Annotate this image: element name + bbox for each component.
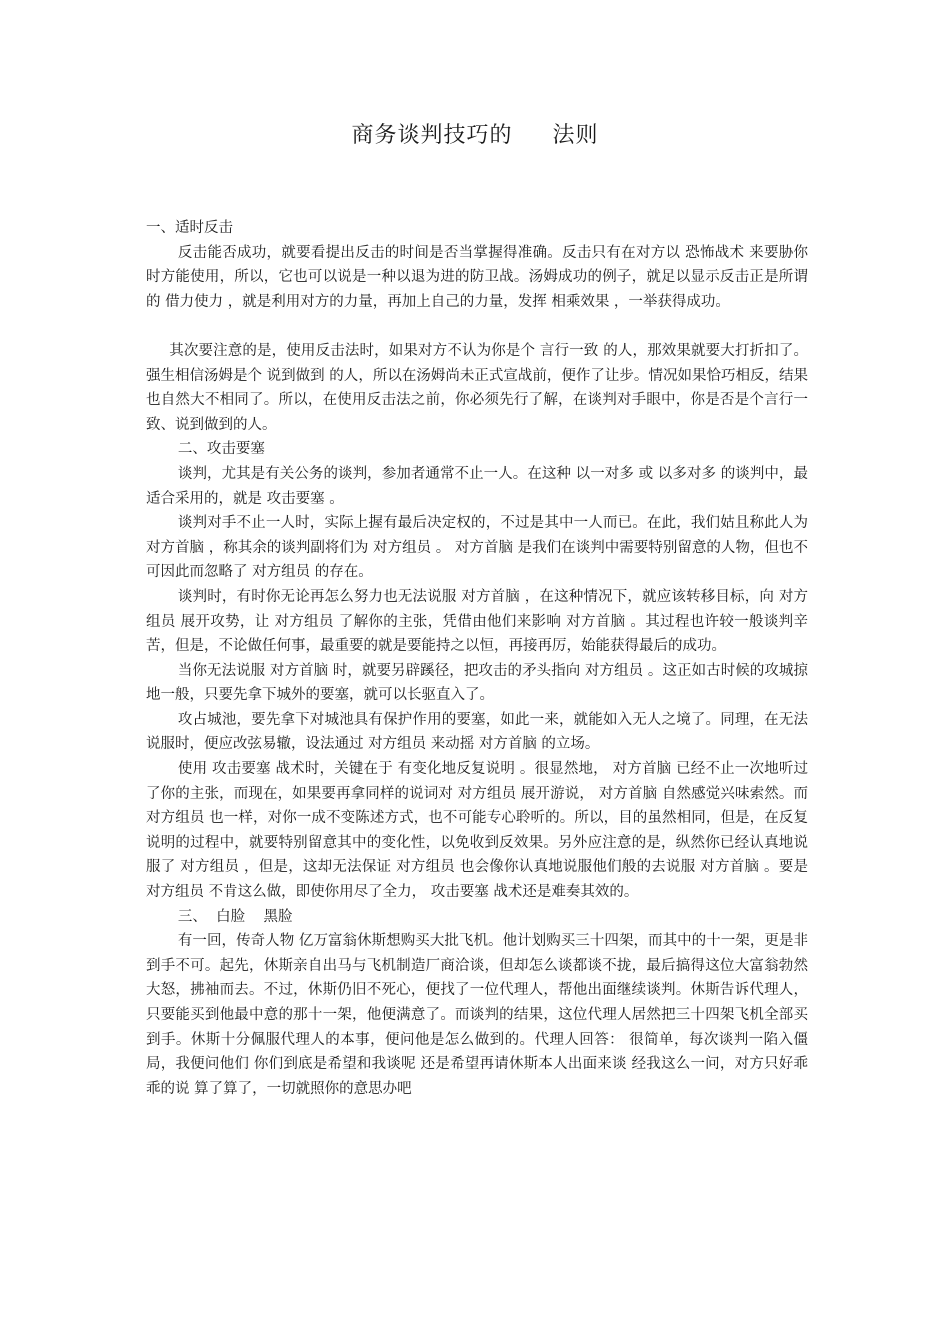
page-title [0, 118, 950, 149]
paragraph-5: 谈判时，有时你无论再怎么努力也无法说服 对方首脑 ，在这种情况下，就应该转移目标，向 对方组员 展开攻势，让 对方组员 了解你的主张，凭借由他们来影响 对方首脑 。其过程也许较一般谈判辛苦，但是，不论做任何事，最重要的就是要能持之以恒，再接再厉，始能获得最后的成功。 [146, 588, 808, 655]
paragraph-7: 攻占城池，要先拿下对城池具有保护作用的要塞，如此一来，就能如入无人之境了。同理，在无法说服时，便应改弦易辙，设法通过 对方组员 来动摇 对方首脑 的立场。 [146, 711, 808, 753]
paragraph-3: 谈判，尤其是有关公务的谈判，参加者通常不止一人。在这种 以一对多 或 以多对多 的谈判中，最适合采用的，就是 攻击要塞 。 [146, 465, 808, 507]
paragraph-2: 其次要注意的是，使用反击法时，如果对方不认为你是个 言行一致 的人，那效果就要大打折扣了。强生相信汤姆是个 说到做到 的人，所以在汤姆尚未正式宣战前，便作了让步。情况如果恰巧相反，结果也自然大不相同了。所以，在使用反击法之前，你必须先行了解，在谈判对手眼中，你是否是个言行一致、说到做到的人。 [146, 342, 808, 433]
blank-line [146, 314, 808, 339]
paragraph-8: 使用 攻击要塞 战术时，关键在于 有变化地反复说明 。很显然地， 对方首脑 已经不止一次地听过了你的主张，而现在，如果要再拿同样的说词对 对方组员 展开游说， 对方首脑 自然感觉兴味索然。而 对方组员 也一样，对你一成不变陈述方式，也不可能专心聆听的。所以，目的虽然相同，但是，在反复说明的过程中，就要特别留意其中的变化性，以免收到反效果。另外应注意的是，纵然你已经认真地说服了 对方组员 ，但是，这却无法保证 对方组员 也会像你认真地说服他们般的去说服 对方首脑 。要是 对方组员 不肯这么做，即使你用尽了全力， 攻击要塞 战术还是难奏其效的。 [146, 761, 808, 901]
title-part-1: 商务谈判技巧的 [351, 123, 513, 148]
paragraph-9: 有一回，传奇人物 亿万富翁休斯想购买大批飞机。他计划购买三十四架，而其中的十一架，更是非到手不可。起先，休斯亲自出马与飞机制造厂商洽谈，但却怎么谈都谈不拢，最后搞得这位大富翁勃然大怒，拂袖而去。不过，休斯仍旧不死心，便找了一位代理人，帮他出面继续谈判。休斯告诉代理人，只要能买到他最中意的那十一架，他便满意了。而谈判的结果，这位代理人居然把三十四架飞机全部买到手。休斯十分佩服代理人的本事，便问他是怎么做到的。代理人回答： 很简单，每次谈判一陷入僵局，我便问他们 你们到底是希望和我谈呢 还是希望再请休斯本人出面来谈 经我这么一问，对方只好乖乖的说 算了算了，一切就照你的意思办吧 [146, 933, 808, 1097]
paragraph-1: 反击能否成功，就要看提出反击的时间是否当掌握得准确。反击只有在对方以 恐怖战术 来要胁你时方能使用，所以，它也可以说是一种以退为进的防卫战。汤姆成功的例子，就足以显示反击正是所谓的 借力使力 ，就是利用对方的力量，再加上自己的力量，发挥 相乘效果 ，一举获得成功。 [146, 244, 808, 310]
document-body [146, 216, 808, 1101]
section-heading-3: 三、 白脸 黑脸 [177, 908, 293, 925]
title-part-2: 法则 [552, 123, 599, 148]
section-heading-1: 一、适时反击 [146, 220, 233, 236]
paragraph-6: 当你无法说服 对方首脑 时，就要另辟蹊径，把攻击的矛头指向 对方组员 。这正如古时候的攻城掠地一般，只要先拿下城外的要塞，就可以长驱直入了。 [146, 662, 808, 704]
section-heading-2: 二、攻击要塞 [177, 441, 265, 458]
paragraph-4: 谈判对手不止一人时，实际上握有最后决定权的，不过是其中一人而已。在此，我们姑且称此人为 对方首脑 ，称其余的谈判副将们为 对方组员 。 对方首脑 是我们在谈判中需要特别留意的人物，但也不可因此而忽略了 对方组员 的存在。 [146, 515, 808, 581]
